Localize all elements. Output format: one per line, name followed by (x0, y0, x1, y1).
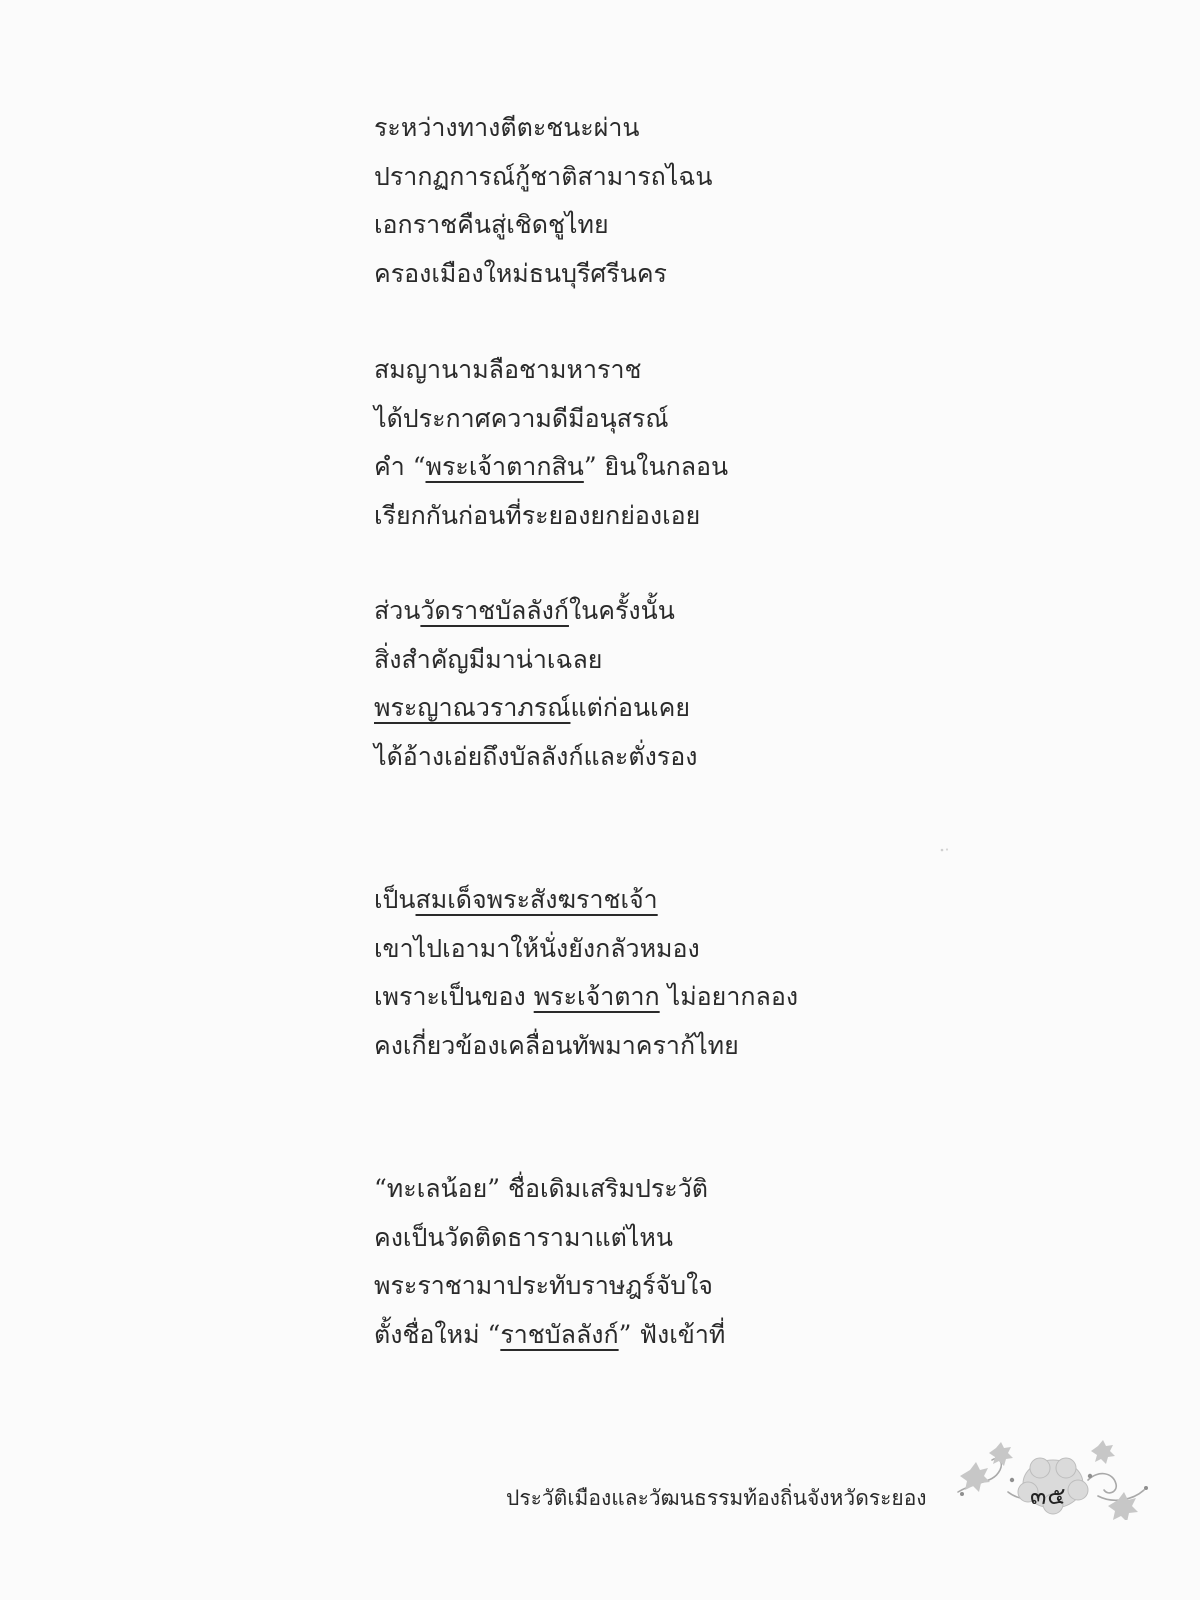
line-text: ไม่อยากลอง (659, 982, 799, 1011)
line-text: พระราชามาประทับราษฎร์จับใจ (374, 1271, 713, 1300)
poem-line (374, 153, 713, 202)
poem-line (374, 104, 713, 153)
line-text: ในครั้งนั้น (568, 596, 675, 625)
line-text: คำ “ (374, 452, 426, 481)
poem-line (374, 1262, 725, 1311)
line-text: ได้อ้างเอ่ยถึงบัลลังก์และตั่งรอง (374, 741, 698, 771)
poem-line (374, 973, 798, 1022)
poem-line (374, 587, 697, 636)
line-text: เขาไปเอามาให้นั่งยังกลัวหมอง (374, 933, 700, 963)
poem-line (374, 201, 713, 250)
underlined-phrase: สมเด็จพระสังฆราชเจ้า (415, 885, 658, 914)
poem-line (374, 250, 713, 299)
poem-line (374, 1311, 725, 1360)
line-text: ” ยินในกลอน (583, 452, 729, 481)
paper-speck (940, 838, 950, 844)
poem-line (374, 684, 697, 733)
line-text: เอกราชคืนสู่เชิดชูไทย (374, 210, 609, 239)
stanza-4 (374, 876, 798, 1070)
line-text: ” ฟังเข้าที่ (618, 1319, 726, 1349)
stanza-1 (374, 104, 713, 298)
poem-line (374, 733, 697, 782)
poem-line (374, 1165, 725, 1214)
line-text: ปรากฏการณ์กู้ชาติสามารถไฉน (374, 161, 713, 191)
footer-title: ประวัติเมืองและวัฒนธรรมท้องถิ่นจังหวัดระยอง (506, 1486, 927, 1510)
stanza-2 (374, 346, 728, 540)
poem-line (374, 1022, 798, 1071)
line-text: เป็น (374, 885, 416, 914)
stanza-5 (374, 1165, 725, 1359)
poem-line (374, 876, 798, 925)
line-text: ตั้งชื่อใหม่ “ (374, 1319, 501, 1349)
poem-line (374, 1214, 725, 1263)
line-text: ครองเมืองใหม่ธนบุรีศรีนคร (374, 258, 667, 288)
line-text: ได้ประกาศความดีมีอนุสรณ์ (374, 403, 669, 433)
underlined-phrase: วัดราชบัลลังก์ (420, 596, 569, 625)
poem-line (374, 925, 798, 974)
poem-line (374, 492, 728, 541)
line-text: เรียกกันก่อนที่ระยองยกย่องเอย (374, 500, 701, 530)
page-footer (0, 1440, 1200, 1520)
underlined-phrase: พระเจ้าตาก (533, 982, 660, 1011)
poem-line (374, 346, 728, 395)
line-text: คงเกี่ยวข้องเคลื่อนทัพมาคราก้ไทย (374, 1030, 739, 1060)
underlined-phrase: พระญาณวราภรณ์ (374, 693, 571, 722)
underlined-phrase: ราชบัลลังก์ (500, 1319, 619, 1349)
stanza-3 (374, 587, 697, 781)
line-text: สิ่งสำคัญมีมาน่าเฉลย (374, 644, 603, 674)
line-text: ระหว่างทางตีตะชนะผ่าน (374, 113, 640, 142)
underlined-phrase: พระเจ้าตากสิน (425, 452, 584, 481)
line-text: ส่วน (374, 596, 421, 625)
line-text: สมญานามลือชามหาราช (374, 355, 642, 384)
line-text: คงเป็นวัดติดธารามาแต่ไหน (374, 1222, 673, 1252)
poem-line (374, 443, 728, 492)
line-text: เพราะเป็นของ (374, 982, 534, 1011)
line-text: “ทะเลน้อย” ชื่อเดิมเสริมประวัติ (374, 1174, 708, 1203)
poem-line (374, 636, 697, 685)
line-text: แต่ก่อนเคย (570, 693, 690, 722)
poem-line (374, 395, 728, 444)
page-number: ๓๕ (1030, 1482, 1067, 1510)
